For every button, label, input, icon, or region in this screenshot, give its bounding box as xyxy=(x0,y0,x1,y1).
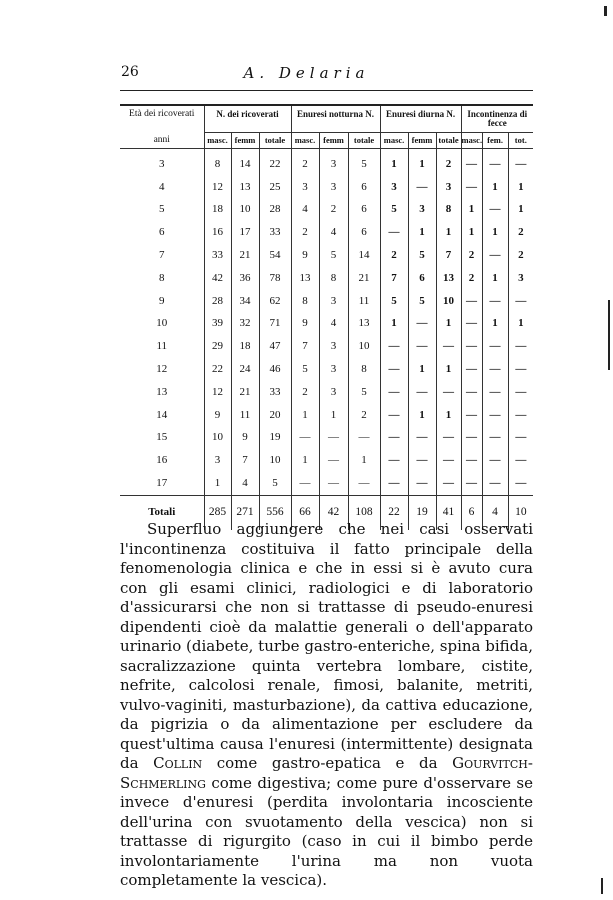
table-cell: 5 xyxy=(408,244,436,267)
table-row xyxy=(120,381,533,404)
table-cell: 2 xyxy=(508,244,533,267)
table-cell: 7 xyxy=(291,335,319,358)
table-cell: 5 xyxy=(291,358,319,381)
table-cell: 3 xyxy=(380,176,408,199)
table-cell: — xyxy=(508,404,533,427)
table-cell: 9 xyxy=(231,427,259,450)
age-cell: 17 xyxy=(156,477,168,490)
sub-header-cell: femm xyxy=(319,133,348,149)
table-cell: 5 xyxy=(348,381,380,404)
table-cell: 14 xyxy=(348,244,380,267)
totals-cell: 271 xyxy=(231,495,259,530)
table-cell: — xyxy=(461,358,482,381)
table-cell: — xyxy=(319,449,348,472)
age-cell: 4 xyxy=(159,180,165,193)
table-cell: 78 xyxy=(259,267,291,290)
table-cell: 47 xyxy=(259,335,291,358)
table-cell: — xyxy=(291,427,319,450)
table-cell: 2 xyxy=(436,149,461,176)
table-cell: 1 xyxy=(436,358,461,381)
table-cell: 6 xyxy=(348,176,380,199)
table-cell: 12 xyxy=(204,381,231,404)
table-cell: — xyxy=(291,472,319,495)
table-cell: 1 xyxy=(482,313,508,336)
age-cell: 12 xyxy=(156,363,168,376)
table-cell: 36 xyxy=(231,267,259,290)
table-cell: 1 xyxy=(291,449,319,472)
table-cell: — xyxy=(482,381,508,404)
table-cell: — xyxy=(461,335,482,358)
table-cell: 1 xyxy=(204,472,231,495)
table-cell: 2 xyxy=(319,199,348,222)
table-row xyxy=(120,244,533,267)
table-cell: 3 xyxy=(508,267,533,290)
table-cell: 1 xyxy=(380,149,408,176)
table-row xyxy=(120,358,533,381)
table-cell: 7 xyxy=(436,244,461,267)
table-cell: — xyxy=(380,335,408,358)
table-cell: — xyxy=(380,404,408,427)
totals-cell: 285 xyxy=(204,495,231,530)
table-cell: 1 xyxy=(408,404,436,427)
header-diurnal-enuresis: Enuresi diurna N. xyxy=(380,105,461,133)
table-cell: — xyxy=(482,244,508,267)
table-cell: 1 xyxy=(408,358,436,381)
table-cell: 22 xyxy=(204,358,231,381)
table-cell: — xyxy=(408,449,436,472)
totals-cell: 66 xyxy=(291,495,319,530)
scan-edge-mark-top xyxy=(604,6,607,16)
table-cell: 28 xyxy=(204,290,231,313)
table-cell: 8 xyxy=(204,149,231,176)
table-cell: — xyxy=(380,472,408,495)
table-row xyxy=(120,221,533,244)
table-cell: 8 xyxy=(319,267,348,290)
table-cell: 2 xyxy=(508,221,533,244)
table-cell: 20 xyxy=(259,404,291,427)
table-row xyxy=(120,149,533,176)
table-cell: 3 xyxy=(319,335,348,358)
table-row xyxy=(120,472,533,495)
table-cell: 4 xyxy=(231,472,259,495)
table-cell: — xyxy=(508,427,533,450)
table-cell: 10 xyxy=(231,199,259,222)
sub-header-cell: masc. xyxy=(204,133,231,149)
statistics-table xyxy=(120,104,533,530)
age-cell: 9 xyxy=(159,294,165,307)
sub-header-cell: totale xyxy=(436,133,461,149)
totals-cell: 4 xyxy=(482,495,508,530)
scan-edge-mark-bottom xyxy=(601,878,603,894)
table-cell: 13 xyxy=(348,313,380,336)
body-paragraph xyxy=(120,520,533,891)
table-cell: 22 xyxy=(259,149,291,176)
table-cell: 13 xyxy=(231,176,259,199)
table-cell: 10 xyxy=(259,449,291,472)
table-cell: — xyxy=(508,335,533,358)
table-cell: — xyxy=(482,199,508,222)
age-cell: 10 xyxy=(156,317,168,330)
scan-edge-mark-mid xyxy=(608,300,610,370)
age-cell: 7 xyxy=(159,249,165,262)
table-cell: 3 xyxy=(319,149,348,176)
table-cell: — xyxy=(436,449,461,472)
table-cell: 2 xyxy=(291,149,319,176)
table-cell: — xyxy=(380,358,408,381)
table-cell: 4 xyxy=(291,199,319,222)
table-cell: 8 xyxy=(291,290,319,313)
table-cell: 3 xyxy=(291,176,319,199)
table-cell: 25 xyxy=(259,176,291,199)
table-cell: 19 xyxy=(259,427,291,450)
table-cell: — xyxy=(436,472,461,495)
table-cell: — xyxy=(319,472,348,495)
table-cell: 6 xyxy=(348,199,380,222)
table-cell: 33 xyxy=(259,381,291,404)
table-cell: — xyxy=(380,221,408,244)
table-cell: — xyxy=(508,290,533,313)
table-cell: 8 xyxy=(348,358,380,381)
sub-header-cell: totale xyxy=(348,133,380,149)
table-cell: 6 xyxy=(348,221,380,244)
table-cell: 9 xyxy=(291,244,319,267)
table-cell: 21 xyxy=(231,244,259,267)
table-cell: 3 xyxy=(204,449,231,472)
table-cell: — xyxy=(508,449,533,472)
totals-cell: 22 xyxy=(380,495,408,530)
table-cell: 4 xyxy=(319,313,348,336)
table-sub-header-row xyxy=(120,133,533,149)
age-cell: 11 xyxy=(156,340,168,353)
table-cell: 3 xyxy=(319,358,348,381)
table-row xyxy=(120,449,533,472)
table-cell: 46 xyxy=(259,358,291,381)
table-cell: — xyxy=(380,449,408,472)
table-cell: 4 xyxy=(319,221,348,244)
sub-header-cell: masc. xyxy=(380,133,408,149)
table-cell: 13 xyxy=(436,267,461,290)
table-cell: 1 xyxy=(508,313,533,336)
table-cell: — xyxy=(408,313,436,336)
table-cell: 1 xyxy=(380,313,408,336)
paragraph-text-1: Superfluo aggiungere che nei casi osservati l'incontinenza costituiva il fatto principale della fenomenologia clinica e che in essi si è avuto cura con gli esami clinici, radiologici e di laboratorio d'assicurarsi che non si trattasse di pseudo-enuresi dipendenti cioè da malattie generali o dell'apparato urinario (diabete, turbe gastro-enteriche, spina bifida, sacralizzazione quinta vertebra lombare, cistite, nefrite, calcolosi renale, fimosi, balanite, metriti, vulvo-vaginiti, masturbazione), da cattiva educazione, da pigrizia o da alimentazione per escludere da quest'ultima causa l'enuresi (intermittente) designata da xyxy=(120,520,533,772)
table-cell: 1 xyxy=(436,404,461,427)
age-cell: 16 xyxy=(156,454,168,467)
table-cell: — xyxy=(482,149,508,176)
table-row xyxy=(120,267,533,290)
table-cell: 21 xyxy=(231,381,259,404)
table-cell: 39 xyxy=(204,313,231,336)
table-cell: 5 xyxy=(408,290,436,313)
table-cell: — xyxy=(482,335,508,358)
table-cell: 1 xyxy=(461,221,482,244)
page-number: 26 xyxy=(121,64,139,80)
table-cell: 3 xyxy=(408,199,436,222)
table-cell: — xyxy=(408,381,436,404)
table-cell: 34 xyxy=(231,290,259,313)
table-cell: 1 xyxy=(482,267,508,290)
header-admitted: N. dei ricoverati xyxy=(204,105,291,133)
paragraph-text-2: come gastro-epatica e da xyxy=(216,754,438,772)
table-cell: — xyxy=(461,449,482,472)
table-cell: 2 xyxy=(461,267,482,290)
age-cell: 8 xyxy=(159,271,165,284)
table-cell: — xyxy=(380,381,408,404)
table-cell: 11 xyxy=(231,404,259,427)
age-cell: 5 xyxy=(159,203,165,216)
table-cell: 1 xyxy=(408,221,436,244)
totals-cell: 42 xyxy=(319,495,348,530)
table-cell: 2 xyxy=(348,404,380,427)
table-row xyxy=(120,176,533,199)
table-cell: — xyxy=(408,335,436,358)
table-cell: 1 xyxy=(482,221,508,244)
table-cell: 10 xyxy=(436,290,461,313)
totals-cell: 10 xyxy=(508,495,533,530)
table-cell: 5 xyxy=(380,199,408,222)
table-cell: 1 xyxy=(482,176,508,199)
table-cell: 3 xyxy=(436,176,461,199)
table-cell: — xyxy=(461,313,482,336)
table-cell: 1 xyxy=(461,199,482,222)
table-group-header-row xyxy=(120,105,533,133)
totals-cell: 556 xyxy=(259,495,291,530)
table-cell: 1 xyxy=(348,449,380,472)
table-cell: 71 xyxy=(259,313,291,336)
table-cell: 7 xyxy=(231,449,259,472)
table-cell: — xyxy=(348,427,380,450)
table-cell: 1 xyxy=(319,404,348,427)
table-cell: 7 xyxy=(380,267,408,290)
table-cell: 21 xyxy=(348,267,380,290)
table-cell: 28 xyxy=(259,199,291,222)
table-cell: 33 xyxy=(259,221,291,244)
table-row xyxy=(120,199,533,222)
table-cell: 3 xyxy=(319,381,348,404)
totals-label: Totali xyxy=(120,495,204,530)
age-cell: 15 xyxy=(156,431,168,444)
table-cell: 16 xyxy=(204,221,231,244)
table-cell: — xyxy=(436,427,461,450)
table-cell: — xyxy=(408,176,436,199)
table-cell: — xyxy=(436,381,461,404)
table-cell: — xyxy=(508,381,533,404)
table-cell: — xyxy=(482,472,508,495)
table-cell: 3 xyxy=(319,176,348,199)
totals-cell: 41 xyxy=(436,495,461,530)
table-body xyxy=(120,149,533,530)
table-cell: — xyxy=(482,290,508,313)
table-cell: 5 xyxy=(259,472,291,495)
table-cell: — xyxy=(461,472,482,495)
totals-cell: 108 xyxy=(348,495,380,530)
table-cell: 5 xyxy=(348,149,380,176)
table-cell: 2 xyxy=(380,244,408,267)
sub-header-cell: fem. xyxy=(482,133,508,149)
age-cell: 3 xyxy=(159,157,165,170)
table-cell: 2 xyxy=(461,244,482,267)
header-age: Età dei ricoverati xyxy=(120,105,204,133)
table-row xyxy=(120,404,533,427)
header-fecal-incontinence: Incontinenza di fecce xyxy=(461,105,533,133)
table-cell: — xyxy=(508,149,533,176)
table-cell: — xyxy=(482,427,508,450)
table-cell: — xyxy=(508,358,533,381)
table-cell: 5 xyxy=(319,244,348,267)
table-cell: — xyxy=(461,290,482,313)
table-cell: 10 xyxy=(348,335,380,358)
table-cell: 17 xyxy=(231,221,259,244)
table-cell: 10 xyxy=(204,427,231,450)
age-cell: 13 xyxy=(156,385,168,398)
table-cell: 1 xyxy=(436,313,461,336)
table-cell: — xyxy=(482,449,508,472)
running-title: A. Delaria xyxy=(243,64,370,82)
table-cell: — xyxy=(380,427,408,450)
table-cell: — xyxy=(408,427,436,450)
table-cell: — xyxy=(508,472,533,495)
sub-header-cell: femm xyxy=(408,133,436,149)
table-cell: — xyxy=(348,472,380,495)
author-gourvitch-schmerling: Gourvitch-Schmerling xyxy=(120,754,533,792)
table-cell: 1 xyxy=(508,176,533,199)
sub-header-cell: masc. xyxy=(461,133,482,149)
table-cell: — xyxy=(461,176,482,199)
table-cell: 1 xyxy=(508,199,533,222)
sub-header-cell: masc. xyxy=(291,133,319,149)
table-cell: — xyxy=(461,149,482,176)
table-cell: 54 xyxy=(259,244,291,267)
table-cell: 1 xyxy=(436,221,461,244)
sub-header-cell: anni xyxy=(120,133,204,149)
table-cell: 33 xyxy=(204,244,231,267)
table-cell: 8 xyxy=(436,199,461,222)
table-cell: — xyxy=(461,427,482,450)
table-cell: 62 xyxy=(259,290,291,313)
sub-header-cell: femm xyxy=(231,133,259,149)
table-cell: 12 xyxy=(204,176,231,199)
table-cell: 18 xyxy=(204,199,231,222)
table-cell: — xyxy=(408,472,436,495)
table-cell: 18 xyxy=(231,335,259,358)
table-cell: 42 xyxy=(204,267,231,290)
table-row xyxy=(120,290,533,313)
table-cell: 3 xyxy=(319,290,348,313)
table-row xyxy=(120,313,533,336)
age-cell: 6 xyxy=(159,226,165,239)
table-cell: 2 xyxy=(291,381,319,404)
table-cell: 13 xyxy=(291,267,319,290)
header-nocturnal-enuresis: Enuresi notturna N. xyxy=(291,105,380,133)
sub-header-cell: totale xyxy=(259,133,291,149)
age-cell: 14 xyxy=(156,408,168,421)
table-cell: 1 xyxy=(408,149,436,176)
table-row xyxy=(120,335,533,358)
table-cell: — xyxy=(461,404,482,427)
table-cell: 6 xyxy=(408,267,436,290)
table-cell: 24 xyxy=(231,358,259,381)
table-cell: 2 xyxy=(291,221,319,244)
table-cell: 14 xyxy=(231,149,259,176)
table-cell: — xyxy=(461,381,482,404)
table-cell: 9 xyxy=(204,404,231,427)
table-cell: 32 xyxy=(231,313,259,336)
paragraph-text-3: come digestiva; come pure d'osservare se invece d'enuresi (perdita involontaria incosciente dell'urina con svuotamento della vescica) non si trattasse di rigurgito (caso in cui il bimbo perde involontariamente l'urina ma non vuota completamente la vescica). xyxy=(120,773,533,889)
author-collin: Collin xyxy=(153,754,203,772)
table-cell: 1 xyxy=(291,404,319,427)
table-cell: — xyxy=(482,404,508,427)
table-cell: — xyxy=(436,335,461,358)
table-cell: 5 xyxy=(380,290,408,313)
header-rule xyxy=(120,90,533,91)
table-cell: — xyxy=(482,358,508,381)
table-cell: 29 xyxy=(204,335,231,358)
table-cell: 9 xyxy=(291,313,319,336)
table-row xyxy=(120,427,533,450)
totals-cell: 6 xyxy=(461,495,482,530)
totals-cell: 19 xyxy=(408,495,436,530)
table-cell: — xyxy=(319,427,348,450)
table-cell: 11 xyxy=(348,290,380,313)
sub-header-cell: tot. xyxy=(508,133,533,149)
